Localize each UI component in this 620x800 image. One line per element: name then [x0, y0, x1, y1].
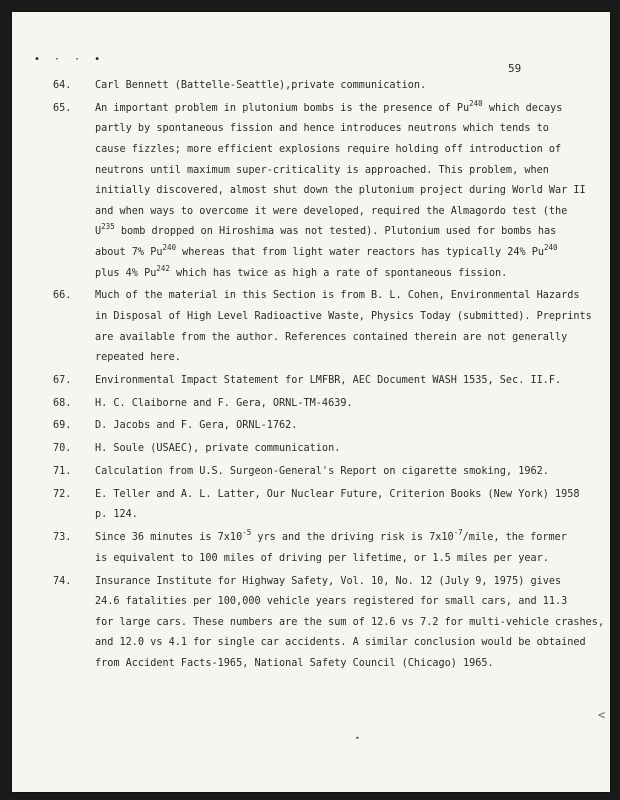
note-line: H. C. Claiborne and F. Gera, ORNL-TM-4639. [95, 397, 353, 409]
note-item [53, 416, 593, 437]
note-line: E. Teller and A. L. Latter, Our Nuclear Future, Criterion Books (New York) 1958 [95, 488, 580, 500]
superscript: 240 [469, 98, 483, 108]
note-line: are available from the author. References contained therein are not generally [95, 331, 568, 343]
note-line: An important problem in plutonium bombs is the presence of Pu$^{240}$ which decays [95, 98, 563, 114]
superscript: 240 [544, 242, 558, 252]
note-number: 68. [53, 397, 72, 409]
note-line: plus 4% Pu$^{242}$ which has twice as high a rate of spontaneous fission. [95, 263, 508, 279]
note-line: p. 124. [95, 509, 138, 521]
note-line: Environmental Impact Statement for LMFBR, AEC Document WASH 1535, Sec. II.F. [95, 374, 562, 386]
note-line: partly by spontaneous fission and hence introduces neutrons which tends to [95, 123, 549, 135]
note-number: 74. [53, 575, 72, 587]
note-item [53, 439, 593, 460]
note-line: D. Jacobs and F. Gera, ORNL-1762. [95, 420, 298, 432]
note-item [53, 572, 605, 675]
document-page [12, 12, 610, 792]
note-number: 69. [53, 420, 72, 432]
note-item [53, 528, 593, 569]
note-number: 72. [53, 488, 72, 500]
note-line: in Disposal of High Level Radioactive Waste, Physics Today (submitted). Preprints [95, 310, 592, 322]
note-line: repeated here. [95, 352, 181, 364]
note-number: 64. [53, 80, 72, 91]
superscript: -7 [453, 528, 463, 538]
note-line: for large cars. These numbers are the sum of 12.6 vs 7.2 for multi-vehicle crashes, [95, 616, 605, 628]
note-line: H. Soule (USAEC), private communication. [95, 443, 341, 455]
note-line: neutrons until maximum super-criticality is approached. This problem, when [95, 164, 549, 176]
superscript: -5 [242, 528, 252, 538]
note-line: initially discovered, almost shut down the plutonium project during World War II [95, 185, 586, 197]
note-line: cause fizzles; more efficient explosions require holding off introduction of [95, 143, 562, 155]
note-line: Calculation from U.S. Surgeon-General's Report on cigarette smoking, 1962. [95, 466, 549, 477]
note-number: 73. [53, 532, 72, 544]
note-number: 66. [53, 290, 72, 302]
note-line: and when ways to overcome it were developed, required the Almagordo test (the [95, 205, 568, 217]
note-line: and 12.0 vs 4.1 for single car accidents. A similar conclusion would be obtained [95, 637, 586, 649]
note-line: about 7% Pu$^{240}$ whereas that from light water reactors has typically 24% Pu$^{240}$ [95, 242, 558, 258]
page-number: 59 [508, 62, 522, 75]
note-line: is equivalent to 100 miles of driving per lifetime, or 1.5 miles per year. [95, 552, 549, 564]
superscript: 242 [156, 263, 170, 273]
note-item [53, 485, 593, 526]
page-specks: • · · • [34, 54, 105, 65]
note-item [53, 76, 593, 97]
note-line: $U^{235}$ bomb dropped on Hiroshima was not tested). Plutonium used for bombs has [95, 222, 557, 238]
note-line: Much of the material in this Section is from B. L. Cohen, Environmental Hazards [95, 290, 580, 302]
note-item [53, 286, 593, 368]
note-number: 65. [53, 102, 72, 114]
note-line: from Accident Facts-1965, National Safety Council (Chicago) 1965. [95, 657, 494, 669]
note-line: 24.6 fatalities per 100,000 vehicle years registered for small cars, and 11.3 [95, 596, 568, 608]
notes-list [53, 76, 605, 677]
margin-mark: < [598, 708, 606, 722]
note-item [53, 99, 593, 284]
note-line: Since 36 minutes is $7x10^{-5}$ yrs and the driving risk is $7x10^{-7}$/mile, the former [95, 528, 567, 544]
note-item [53, 394, 593, 415]
superscript: 235 [101, 222, 115, 232]
bottom-dot: • [355, 734, 360, 743]
note-number: 70. [53, 443, 72, 455]
note-item [53, 371, 593, 392]
note-line: Insurance Institute for Highway Safety, Vol. 10, No. 12 (July 9, 1975) gives [95, 575, 562, 587]
note-item [53, 462, 593, 483]
note-line: Carl Bennett (Battelle-Seattle),private communication. [95, 80, 427, 91]
superscript: 240 [162, 242, 177, 252]
note-number: 67. [53, 374, 72, 386]
note-number: 71. [53, 466, 72, 477]
